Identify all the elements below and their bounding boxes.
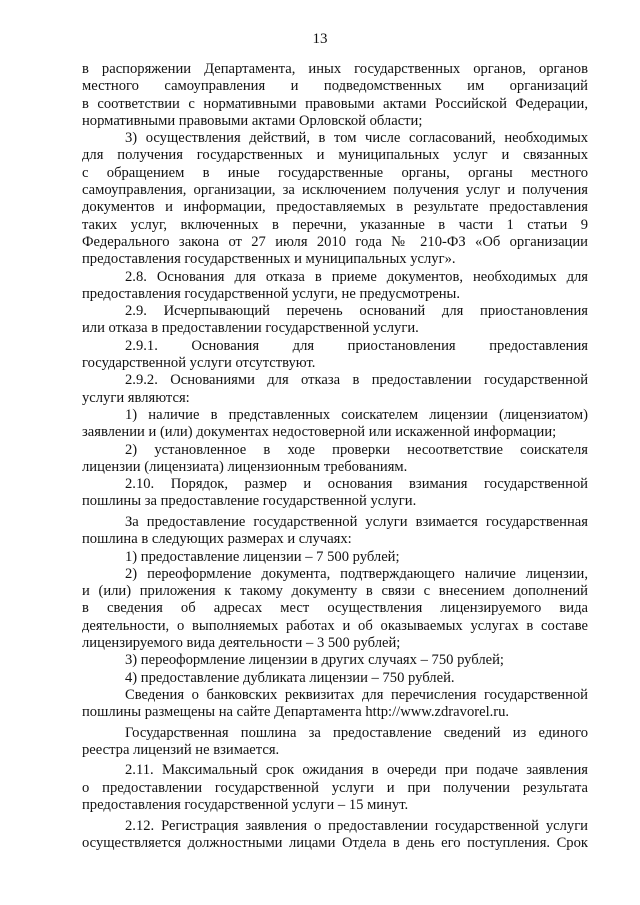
text-line: 4) предоставление дубликата лицензии – 750 рублей. <box>125 669 455 686</box>
text-line: 2) установленное в ходе проверки несоответствие соискателя <box>125 441 588 458</box>
text-line: предоставления государственной услуги – 15 минут. <box>82 797 409 814</box>
text-line: 2.11. Максимальный срок ожидания в очереди при подаче заявления <box>125 762 588 779</box>
text-line: пошлина в следующих размерах и случаях: <box>82 531 352 548</box>
text-line: лицензируемого вида деятельности – 3 500 рублей; <box>82 634 401 651</box>
text-line: предоставления государственных и муниципальных услуг». <box>82 251 456 268</box>
document-body <box>82 61 588 852</box>
text-line: Сведения о банковских реквизитах для перечисления государственной <box>125 686 588 703</box>
text-line: 1) наличие в представленных соискателем лицензии (лицензиатом) <box>125 406 588 423</box>
text-line: 2.9.2. Основаниями для отказа в предоставлении государственной <box>125 372 588 389</box>
text-line: 2.9. Исчерпывающий перечень оснований для приостановления <box>125 303 588 320</box>
text-line: документов и информации, предоставляемых в результате предоставления <box>82 199 588 216</box>
text-line: осуществляется должностными лицами Отдела в день его поступления. Срок <box>82 834 588 851</box>
text-line: пошлины за предоставление государственной услуги. <box>82 493 417 510</box>
text-line: 3) переоформление лицензии в других случаях – 750 рублей; <box>125 652 504 669</box>
text-line: в сведения об адресах мест осуществления лицензируемого вида <box>82 600 588 617</box>
text-line: самоуправления, организации, за исключением получения услуг и получения <box>82 182 588 199</box>
text-line: местного самоуправления и подведомственных им организаций <box>82 78 588 95</box>
text-line: 2.10. Порядок, размер и основания взимания государственной <box>125 476 588 493</box>
text-line: в распоряжении Департамента, иных государственных органов, органов <box>82 61 588 77</box>
text-line: 2.12. Регистрация заявления о предоставлении государственной услуги <box>125 817 588 834</box>
text-line: За предоставление государственной услуги взимается государственная <box>125 513 588 530</box>
text-line: в соответствии с нормативными правовыми актами Российской Федерации, <box>82 95 588 112</box>
text-line: 2.8. Основания для отказа в приеме документов, необходимых для <box>125 268 588 285</box>
text-line: 3) осуществления действий, в том числе согласований, необходимых <box>125 130 588 147</box>
text-line: реестра лицензий не взимается. <box>82 741 280 758</box>
text-line: таких услуг, включенных в перечни, указанные в части 1 статьи 9 <box>82 216 588 233</box>
text-line: 2.9.1. Основания для приостановления предоставления <box>125 337 588 354</box>
text-line: или отказа в предоставлении государственной услуги. <box>82 320 419 337</box>
text-line: 2) переоформление документа, подтверждающего наличие лицензии, <box>125 565 588 582</box>
text-line: государственной услуги отсутствуют. <box>82 355 316 372</box>
text-line: услуги являются: <box>82 389 190 406</box>
text-line: предоставления государственной услуги, не предусмотрены. <box>82 285 460 302</box>
text-line: Государственная пошлина за предоставление сведений из единого <box>125 724 588 741</box>
page-number: 13 <box>312 31 328 47</box>
text-line: пошлины размещены на сайте Департамента http://www.zdravorel.ru. <box>82 704 510 721</box>
text-line: и (или) приложения к такому документу в связи с внесением дополнений <box>82 583 588 600</box>
text-line: лицензии (лицензиата) лицензионным требованиям. <box>82 458 408 475</box>
text-line: 1) предоставление лицензии – 7 500 рублей; <box>125 548 400 565</box>
text-line: для получения государственных и муниципальных услуг и связанных <box>82 147 588 164</box>
text-line: нормативными правовыми актами Орловской области; <box>82 112 423 129</box>
text-line: заявлении и (или) документах недостоверной или искаженной информации; <box>82 424 557 441</box>
text-line: с обращением в иные государственные органы, органы местного <box>82 164 588 181</box>
text-line: деятельности, о выполняемых работах и об оказываемых услугах в составе <box>82 617 588 634</box>
text-line: о предоставлении государственной услуги и при получении результата <box>82 779 588 796</box>
text-line: Федерального закона от 27 июля 2010 года № 210-ФЗ «Об организации <box>82 233 588 250</box>
